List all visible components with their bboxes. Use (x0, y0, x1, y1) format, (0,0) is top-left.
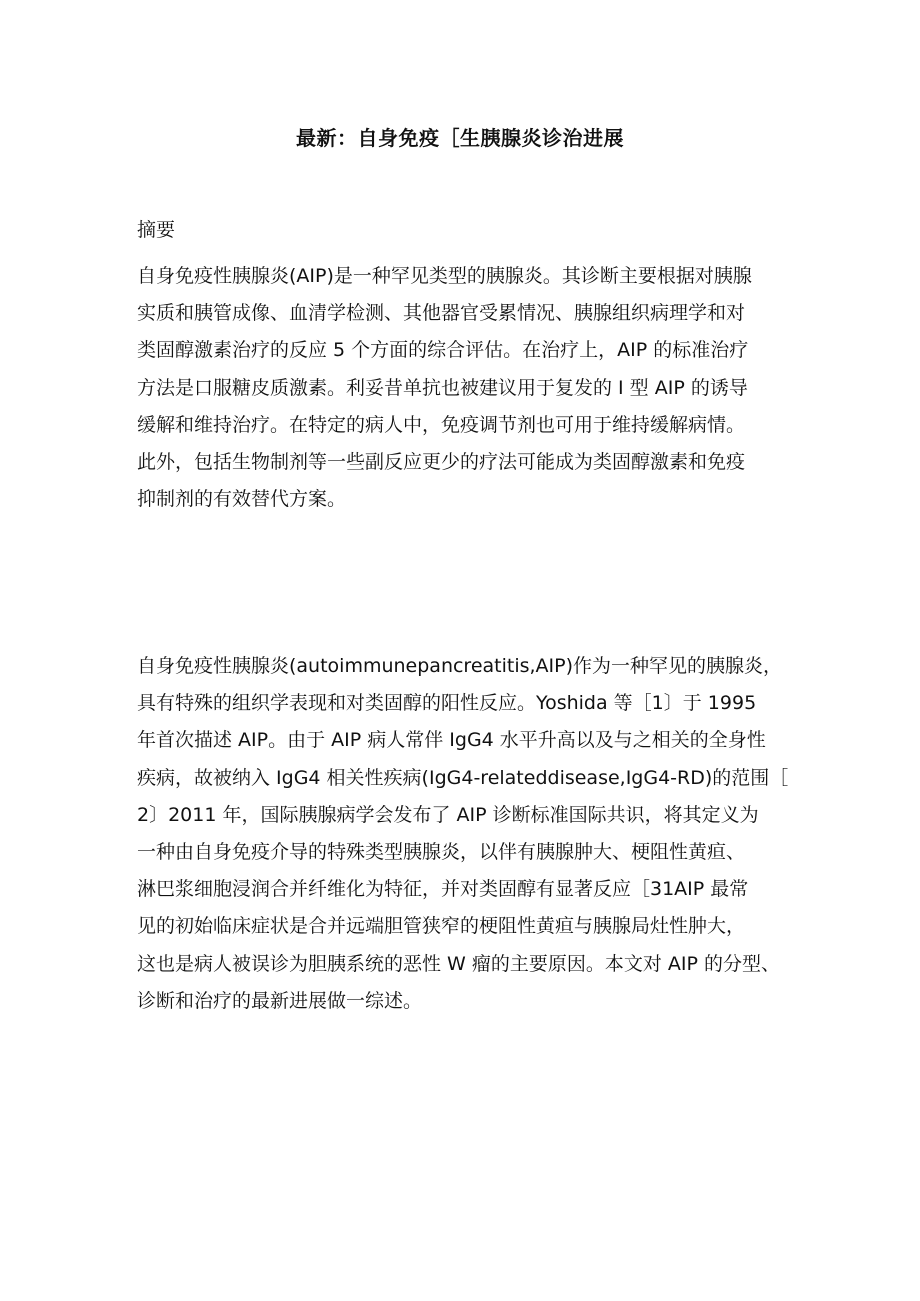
intro-paragraph (137, 648, 797, 1020)
text-line: 诊断和治疗的最新进展做一综述。 (137, 989, 423, 1012)
text-line: 类固醇激素治疗的反应 5 个方面的综合评估。在治疗上，AIP 的标准治疗 (137, 339, 749, 362)
document-title: 最新：自身免疫［生胰腺炎诊治进展 (296, 126, 624, 150)
text-line: 缓解和维持治疗。在特定的病人中，免疫调节剂也可用于维持缓解病情。 (137, 413, 746, 436)
text-line: 一种由自身免疫介导的特殊类型胰腺炎，以伴有胰腺肿大、梗阻性黄疸、 (137, 840, 746, 863)
text-line: 年首次描述 AIP。由于 AIP 病人常伴 IgG4 水平升高以及与之相关的全身性 (137, 729, 766, 752)
text-line: 自身免疫性胰腺炎(AIP)是一种罕见类型的胰腺炎。其诊断主要根据对胰腺 (137, 265, 752, 287)
text-line: 疾病，故被纳入 IgG4 相关性疾病(IgG4-relateddisease,IgG4-RD)的范围［ (137, 766, 789, 789)
text-line: 淋巴浆细胞浸润合并纤维化为特征，并对类固醇有显著反应［31AIP 最常 (137, 878, 749, 901)
text-line: 方法是口服糖皮质激素。利妥昔单抗也被建议用于复发的 I 型 AIP 的诱导 (137, 376, 748, 399)
abstract-paragraph (137, 258, 797, 518)
text-line: 具有特殊的组织学表现和对类固醇的阳性反应。Yoshida 等［1〕于 1995 (137, 692, 757, 715)
text-line: 自身免疫性胰腺炎(autoimmunepancreatitis,AIP)作为一种罕见的胰腺炎， (137, 655, 783, 677)
text-line: 实质和胰管成像、血清学检测、其他器官受累情况、胰腺组织病理学和对 (137, 302, 746, 325)
abstract-heading: 摘要 (137, 219, 176, 241)
text-line: 2〕2011 年，国际胰腺病学会发布了 AIP 诊断标准国际共识，将其定义为 (137, 803, 759, 826)
text-line: 此外，包括生物制剂等一些副反应更少的疗法可能成为类固醇激素和免疫 (137, 450, 746, 473)
text-line: 抑制剂的有效替代方案。 (137, 488, 347, 511)
text-line: 这也是病人被误诊为胆胰系统的恶性 W 瘤的主要原因。本文对 AIP 的分型、 (137, 952, 781, 975)
text-line: 见的初始临床症状是合并远端胆管狭窄的梗阻性黄疸与胰腺局灶性肿大， (137, 915, 746, 938)
